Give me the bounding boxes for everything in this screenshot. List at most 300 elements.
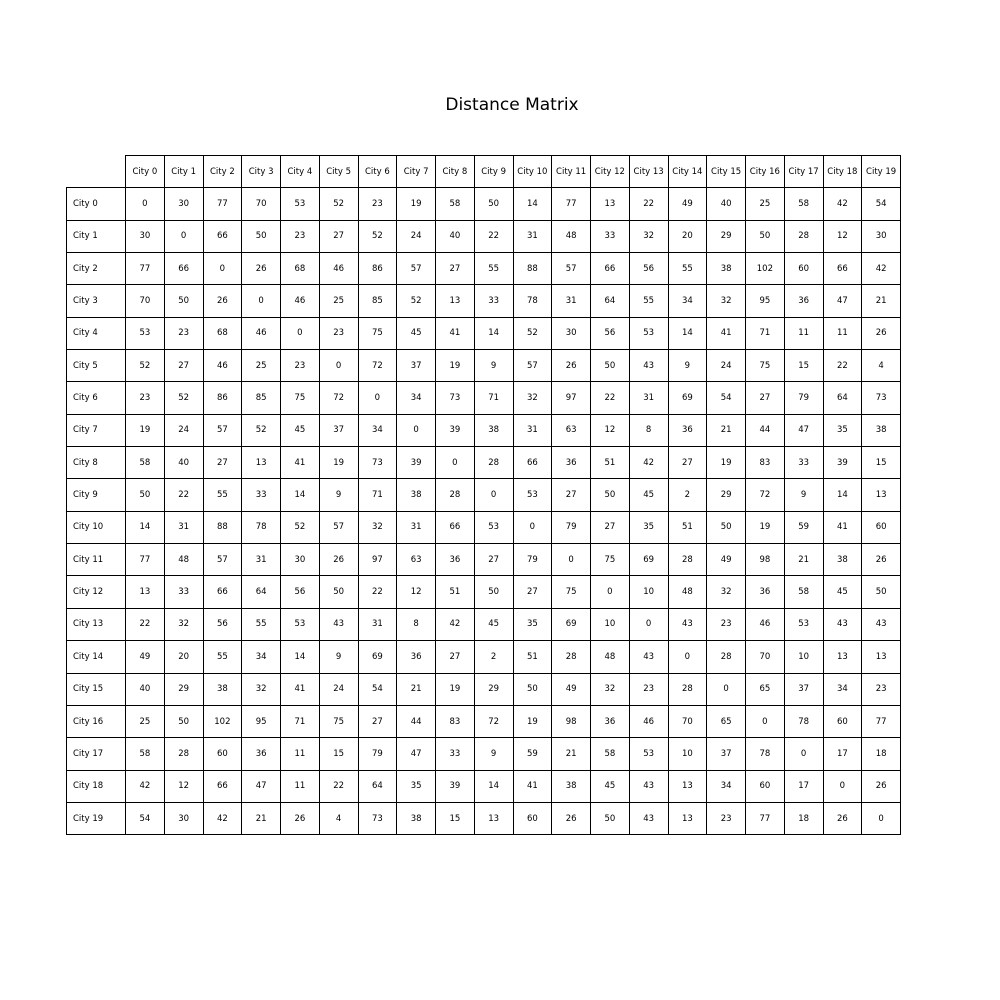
row-header-city-2: City 2 xyxy=(67,253,126,285)
distance-cell-5-19: 4 xyxy=(862,350,901,382)
distance-cell-19-3: 21 xyxy=(242,802,281,834)
distance-cell-14-14: 0 xyxy=(668,641,707,673)
column-header-city-8: City 8 xyxy=(436,156,475,188)
distance-cell-16-13: 46 xyxy=(629,705,668,737)
distance-cell-3-9: 33 xyxy=(474,285,513,317)
distance-cell-1-19: 30 xyxy=(862,220,901,252)
distance-cell-5-18: 22 xyxy=(823,350,862,382)
distance-cell-3-18: 47 xyxy=(823,285,862,317)
row-header-city-5: City 5 xyxy=(67,350,126,382)
distance-cell-1-14: 20 xyxy=(668,220,707,252)
distance-cell-5-0: 52 xyxy=(126,350,165,382)
table-row xyxy=(67,414,901,446)
distance-cell-0-3: 70 xyxy=(242,188,281,220)
distance-cell-10-17: 59 xyxy=(784,511,823,543)
distance-cell-15-4: 41 xyxy=(281,673,320,705)
distance-cell-3-2: 26 xyxy=(203,285,242,317)
distance-cell-4-5: 23 xyxy=(319,317,358,349)
distance-cell-12-13: 10 xyxy=(629,576,668,608)
distance-cell-5-12: 50 xyxy=(591,350,630,382)
distance-cell-17-2: 60 xyxy=(203,738,242,770)
distance-cell-10-7: 31 xyxy=(397,511,436,543)
distance-cell-9-11: 27 xyxy=(552,479,591,511)
distance-cell-10-16: 19 xyxy=(746,511,785,543)
distance-cell-13-8: 42 xyxy=(436,608,475,640)
distance-cell-1-16: 50 xyxy=(746,220,785,252)
distance-cell-4-19: 26 xyxy=(862,317,901,349)
distance-cell-18-19: 26 xyxy=(862,770,901,802)
distance-cell-19-6: 73 xyxy=(358,802,397,834)
distance-cell-0-8: 58 xyxy=(436,188,475,220)
distance-cell-1-7: 24 xyxy=(397,220,436,252)
distance-cell-13-15: 23 xyxy=(707,608,746,640)
distance-cell-7-6: 34 xyxy=(358,414,397,446)
distance-cell-16-6: 27 xyxy=(358,705,397,737)
distance-cell-14-11: 28 xyxy=(552,641,591,673)
distance-cell-4-4: 0 xyxy=(281,317,320,349)
distance-cell-13-3: 55 xyxy=(242,608,281,640)
distance-cell-12-3: 64 xyxy=(242,576,281,608)
distance-cell-12-15: 32 xyxy=(707,576,746,608)
distance-cell-7-3: 52 xyxy=(242,414,281,446)
distance-cell-18-18: 0 xyxy=(823,770,862,802)
distance-cell-9-19: 13 xyxy=(862,479,901,511)
header-row xyxy=(67,156,901,188)
distance-cell-7-14: 36 xyxy=(668,414,707,446)
distance-cell-7-7: 0 xyxy=(397,414,436,446)
distance-cell-12-5: 50 xyxy=(319,576,358,608)
distance-cell-1-10: 31 xyxy=(513,220,552,252)
table-row xyxy=(67,673,901,705)
distance-cell-12-4: 56 xyxy=(281,576,320,608)
distance-cell-18-9: 14 xyxy=(474,770,513,802)
distance-cell-17-14: 10 xyxy=(668,738,707,770)
distance-cell-8-1: 40 xyxy=(164,447,203,479)
distance-cell-19-13: 43 xyxy=(629,802,668,834)
distance-cell-4-14: 14 xyxy=(668,317,707,349)
distance-cell-1-15: 29 xyxy=(707,220,746,252)
corner-cell xyxy=(67,156,126,188)
column-header-city-17: City 17 xyxy=(784,156,823,188)
distance-cell-18-14: 13 xyxy=(668,770,707,802)
distance-cell-13-6: 31 xyxy=(358,608,397,640)
distance-cell-10-12: 27 xyxy=(591,511,630,543)
column-header-city-16: City 16 xyxy=(746,156,785,188)
distance-cell-13-4: 53 xyxy=(281,608,320,640)
distance-cell-15-0: 40 xyxy=(126,673,165,705)
distance-cell-18-11: 38 xyxy=(552,770,591,802)
distance-cell-4-6: 75 xyxy=(358,317,397,349)
distance-cell-5-1: 27 xyxy=(164,350,203,382)
distance-cell-16-5: 75 xyxy=(319,705,358,737)
row-header-city-6: City 6 xyxy=(67,382,126,414)
table-row xyxy=(67,447,901,479)
distance-cell-6-9: 71 xyxy=(474,382,513,414)
distance-cell-14-4: 14 xyxy=(281,641,320,673)
distance-cell-16-17: 78 xyxy=(784,705,823,737)
distance-cell-10-5: 57 xyxy=(319,511,358,543)
distance-cell-13-0: 22 xyxy=(126,608,165,640)
distance-cell-6-19: 73 xyxy=(862,382,901,414)
distance-cell-14-0: 49 xyxy=(126,641,165,673)
distance-cell-16-8: 83 xyxy=(436,705,475,737)
row-header-city-10: City 10 xyxy=(67,511,126,543)
distance-cell-5-11: 26 xyxy=(552,350,591,382)
distance-cell-17-9: 9 xyxy=(474,738,513,770)
distance-cell-17-3: 36 xyxy=(242,738,281,770)
distance-cell-5-5: 0 xyxy=(319,350,358,382)
distance-cell-13-17: 53 xyxy=(784,608,823,640)
distance-cell-6-10: 32 xyxy=(513,382,552,414)
distance-cell-8-6: 73 xyxy=(358,447,397,479)
column-header-city-1: City 1 xyxy=(164,156,203,188)
distance-cell-14-17: 10 xyxy=(784,641,823,673)
distance-cell-12-8: 51 xyxy=(436,576,475,608)
column-header-city-15: City 15 xyxy=(707,156,746,188)
distance-cell-1-8: 40 xyxy=(436,220,475,252)
distance-cell-17-0: 58 xyxy=(126,738,165,770)
distance-cell-3-13: 55 xyxy=(629,285,668,317)
distance-cell-13-13: 0 xyxy=(629,608,668,640)
distance-cell-16-12: 36 xyxy=(591,705,630,737)
row-header-city-15: City 15 xyxy=(67,673,126,705)
distance-cell-12-7: 12 xyxy=(397,576,436,608)
distance-cell-6-17: 79 xyxy=(784,382,823,414)
distance-cell-7-12: 12 xyxy=(591,414,630,446)
distance-cell-5-2: 46 xyxy=(203,350,242,382)
distance-cell-6-7: 34 xyxy=(397,382,436,414)
distance-cell-9-0: 50 xyxy=(126,479,165,511)
distance-cell-10-6: 32 xyxy=(358,511,397,543)
distance-cell-5-15: 24 xyxy=(707,350,746,382)
distance-cell-7-8: 39 xyxy=(436,414,475,446)
distance-cell-5-14: 9 xyxy=(668,350,707,382)
distance-cell-19-16: 77 xyxy=(746,802,785,834)
distance-cell-11-9: 27 xyxy=(474,544,513,576)
distance-cell-17-8: 33 xyxy=(436,738,475,770)
distance-cell-19-1: 30 xyxy=(164,802,203,834)
distance-cell-0-6: 23 xyxy=(358,188,397,220)
distance-cell-5-17: 15 xyxy=(784,350,823,382)
distance-cell-16-2: 102 xyxy=(203,705,242,737)
distance-cell-12-11: 75 xyxy=(552,576,591,608)
distance-cell-14-19: 13 xyxy=(862,641,901,673)
distance-cell-18-8: 39 xyxy=(436,770,475,802)
distance-cell-2-18: 66 xyxy=(823,253,862,285)
distance-cell-15-8: 19 xyxy=(436,673,475,705)
distance-cell-7-5: 37 xyxy=(319,414,358,446)
distance-cell-7-17: 47 xyxy=(784,414,823,446)
table-row xyxy=(67,770,901,802)
distance-cell-16-11: 98 xyxy=(552,705,591,737)
distance-cell-9-1: 22 xyxy=(164,479,203,511)
distance-cell-14-6: 69 xyxy=(358,641,397,673)
distance-cell-18-7: 35 xyxy=(397,770,436,802)
distance-cell-2-10: 88 xyxy=(513,253,552,285)
distance-cell-8-11: 36 xyxy=(552,447,591,479)
distance-cell-3-7: 52 xyxy=(397,285,436,317)
table-row xyxy=(67,479,901,511)
distance-cell-3-11: 31 xyxy=(552,285,591,317)
distance-cell-19-15: 23 xyxy=(707,802,746,834)
distance-cell-11-17: 21 xyxy=(784,544,823,576)
distance-cell-19-7: 38 xyxy=(397,802,436,834)
distance-cell-17-11: 21 xyxy=(552,738,591,770)
distance-cell-11-3: 31 xyxy=(242,544,281,576)
distance-cell-6-4: 75 xyxy=(281,382,320,414)
distance-cell-5-6: 72 xyxy=(358,350,397,382)
distance-cell-13-14: 43 xyxy=(668,608,707,640)
distance-cell-0-12: 13 xyxy=(591,188,630,220)
distance-cell-16-15: 65 xyxy=(707,705,746,737)
distance-cell-8-19: 15 xyxy=(862,447,901,479)
distance-cell-15-11: 49 xyxy=(552,673,591,705)
distance-cell-17-6: 79 xyxy=(358,738,397,770)
distance-cell-0-19: 54 xyxy=(862,188,901,220)
distance-cell-13-9: 45 xyxy=(474,608,513,640)
distance-cell-15-19: 23 xyxy=(862,673,901,705)
distance-cell-10-4: 52 xyxy=(281,511,320,543)
distance-cell-4-15: 41 xyxy=(707,317,746,349)
distance-cell-4-18: 11 xyxy=(823,317,862,349)
distance-cell-6-8: 73 xyxy=(436,382,475,414)
distance-cell-2-17: 60 xyxy=(784,253,823,285)
distance-cell-4-12: 56 xyxy=(591,317,630,349)
row-header-city-18: City 18 xyxy=(67,770,126,802)
distance-cell-7-11: 63 xyxy=(552,414,591,446)
column-header-city-5: City 5 xyxy=(319,156,358,188)
distance-cell-14-13: 43 xyxy=(629,641,668,673)
distance-cell-4-16: 71 xyxy=(746,317,785,349)
row-header-city-12: City 12 xyxy=(67,576,126,608)
table-row xyxy=(67,608,901,640)
distance-cell-9-18: 14 xyxy=(823,479,862,511)
distance-cell-15-18: 34 xyxy=(823,673,862,705)
distance-cell-2-3: 26 xyxy=(242,253,281,285)
distance-cell-17-7: 47 xyxy=(397,738,436,770)
distance-cell-7-10: 31 xyxy=(513,414,552,446)
distance-cell-4-1: 23 xyxy=(164,317,203,349)
distance-cell-19-5: 4 xyxy=(319,802,358,834)
distance-cell-7-15: 21 xyxy=(707,414,746,446)
distance-cell-18-2: 66 xyxy=(203,770,242,802)
distance-cell-2-6: 86 xyxy=(358,253,397,285)
distance-cell-18-13: 43 xyxy=(629,770,668,802)
column-header-city-18: City 18 xyxy=(823,156,862,188)
distance-cell-1-11: 48 xyxy=(552,220,591,252)
distance-cell-1-6: 52 xyxy=(358,220,397,252)
distance-cell-2-1: 66 xyxy=(164,253,203,285)
distance-cell-8-10: 66 xyxy=(513,447,552,479)
distance-cell-5-9: 9 xyxy=(474,350,513,382)
chart-title: Distance Matrix xyxy=(445,95,579,115)
distance-cell-8-16: 83 xyxy=(746,447,785,479)
distance-cell-13-5: 43 xyxy=(319,608,358,640)
distance-cell-14-16: 70 xyxy=(746,641,785,673)
distance-cell-2-13: 56 xyxy=(629,253,668,285)
distance-cell-2-4: 68 xyxy=(281,253,320,285)
distance-cell-7-0: 19 xyxy=(126,414,165,446)
distance-cell-4-11: 30 xyxy=(552,317,591,349)
distance-cell-10-13: 35 xyxy=(629,511,668,543)
distance-cell-0-5: 52 xyxy=(319,188,358,220)
distance-cell-3-3: 0 xyxy=(242,285,281,317)
distance-cell-8-4: 41 xyxy=(281,447,320,479)
column-header-city-19: City 19 xyxy=(862,156,901,188)
distance-cell-1-13: 32 xyxy=(629,220,668,252)
distance-cell-18-15: 34 xyxy=(707,770,746,802)
distance-cell-18-6: 64 xyxy=(358,770,397,802)
distance-cell-10-11: 79 xyxy=(552,511,591,543)
distance-cell-11-1: 48 xyxy=(164,544,203,576)
distance-cell-2-7: 57 xyxy=(397,253,436,285)
distance-cell-13-7: 8 xyxy=(397,608,436,640)
distance-cell-12-12: 0 xyxy=(591,576,630,608)
distance-cell-18-1: 12 xyxy=(164,770,203,802)
distance-cell-3-17: 36 xyxy=(784,285,823,317)
distance-cell-16-10: 19 xyxy=(513,705,552,737)
distance-cell-9-9: 0 xyxy=(474,479,513,511)
distance-cell-7-9: 38 xyxy=(474,414,513,446)
distance-cell-3-10: 78 xyxy=(513,285,552,317)
distance-cell-10-15: 50 xyxy=(707,511,746,543)
distance-cell-0-15: 40 xyxy=(707,188,746,220)
distance-cell-9-3: 33 xyxy=(242,479,281,511)
distance-cell-3-8: 13 xyxy=(436,285,475,317)
distance-cell-13-18: 43 xyxy=(823,608,862,640)
distance-cell-11-4: 30 xyxy=(281,544,320,576)
distance-cell-1-1: 0 xyxy=(164,220,203,252)
distance-cell-8-17: 33 xyxy=(784,447,823,479)
distance-cell-5-16: 75 xyxy=(746,350,785,382)
distance-cell-11-6: 97 xyxy=(358,544,397,576)
distance-cell-11-2: 57 xyxy=(203,544,242,576)
distance-cell-11-13: 69 xyxy=(629,544,668,576)
distance-cell-8-18: 39 xyxy=(823,447,862,479)
distance-cell-16-19: 77 xyxy=(862,705,901,737)
distance-cell-2-19: 42 xyxy=(862,253,901,285)
distance-cell-17-19: 18 xyxy=(862,738,901,770)
table-row xyxy=(67,576,901,608)
distance-cell-7-19: 38 xyxy=(862,414,901,446)
distance-cell-12-16: 36 xyxy=(746,576,785,608)
table-row xyxy=(67,738,901,770)
distance-cell-8-5: 19 xyxy=(319,447,358,479)
distance-cell-19-4: 26 xyxy=(281,802,320,834)
distance-cell-13-11: 69 xyxy=(552,608,591,640)
distance-cell-10-2: 88 xyxy=(203,511,242,543)
distance-cell-5-3: 25 xyxy=(242,350,281,382)
distance-matrix-table xyxy=(66,155,901,835)
distance-cell-10-19: 60 xyxy=(862,511,901,543)
distance-cell-10-14: 51 xyxy=(668,511,707,543)
column-header-city-11: City 11 xyxy=(552,156,591,188)
distance-cell-15-6: 54 xyxy=(358,673,397,705)
distance-cell-17-10: 59 xyxy=(513,738,552,770)
distance-cell-1-5: 27 xyxy=(319,220,358,252)
distance-cell-11-15: 49 xyxy=(707,544,746,576)
distance-cell-4-9: 14 xyxy=(474,317,513,349)
distance-cell-7-4: 45 xyxy=(281,414,320,446)
distance-cell-11-8: 36 xyxy=(436,544,475,576)
row-header-city-19: City 19 xyxy=(67,802,126,834)
distance-cell-7-13: 8 xyxy=(629,414,668,446)
matrix-body xyxy=(67,188,901,835)
distance-cell-9-12: 50 xyxy=(591,479,630,511)
distance-cell-3-4: 46 xyxy=(281,285,320,317)
distance-cell-0-11: 77 xyxy=(552,188,591,220)
distance-cell-15-16: 65 xyxy=(746,673,785,705)
distance-cell-12-19: 50 xyxy=(862,576,901,608)
distance-cell-8-9: 28 xyxy=(474,447,513,479)
distance-cell-13-1: 32 xyxy=(164,608,203,640)
distance-cell-3-6: 85 xyxy=(358,285,397,317)
distance-cell-11-18: 38 xyxy=(823,544,862,576)
distance-cell-17-5: 15 xyxy=(319,738,358,770)
distance-cell-0-14: 49 xyxy=(668,188,707,220)
distance-cell-14-10: 51 xyxy=(513,641,552,673)
row-header-city-14: City 14 xyxy=(67,641,126,673)
distance-cell-15-3: 32 xyxy=(242,673,281,705)
distance-cell-1-17: 28 xyxy=(784,220,823,252)
row-header-city-7: City 7 xyxy=(67,414,126,446)
distance-cell-0-2: 77 xyxy=(203,188,242,220)
distance-cell-5-8: 19 xyxy=(436,350,475,382)
distance-cell-3-12: 64 xyxy=(591,285,630,317)
distance-cell-16-0: 25 xyxy=(126,705,165,737)
distance-cell-3-0: 70 xyxy=(126,285,165,317)
distance-cell-0-7: 19 xyxy=(397,188,436,220)
distance-cell-8-12: 51 xyxy=(591,447,630,479)
distance-cell-3-19: 21 xyxy=(862,285,901,317)
distance-cell-9-15: 29 xyxy=(707,479,746,511)
distance-cell-14-15: 28 xyxy=(707,641,746,673)
distance-cell-15-7: 21 xyxy=(397,673,436,705)
distance-cell-17-4: 11 xyxy=(281,738,320,770)
column-header-city-0: City 0 xyxy=(126,156,165,188)
distance-cell-14-1: 20 xyxy=(164,641,203,673)
distance-cell-10-8: 66 xyxy=(436,511,475,543)
distance-cell-16-4: 71 xyxy=(281,705,320,737)
distance-cell-7-1: 24 xyxy=(164,414,203,446)
distance-cell-8-0: 58 xyxy=(126,447,165,479)
distance-cell-12-1: 33 xyxy=(164,576,203,608)
distance-cell-16-3: 95 xyxy=(242,705,281,737)
distance-cell-9-17: 9 xyxy=(784,479,823,511)
distance-cell-13-10: 35 xyxy=(513,608,552,640)
distance-cell-17-1: 28 xyxy=(164,738,203,770)
distance-cell-9-5: 9 xyxy=(319,479,358,511)
row-header-city-16: City 16 xyxy=(67,705,126,737)
distance-cell-4-17: 11 xyxy=(784,317,823,349)
distance-cell-15-1: 29 xyxy=(164,673,203,705)
distance-cell-2-5: 46 xyxy=(319,253,358,285)
distance-cell-14-8: 27 xyxy=(436,641,475,673)
distance-cell-13-12: 10 xyxy=(591,608,630,640)
distance-cell-7-16: 44 xyxy=(746,414,785,446)
distance-cell-18-3: 47 xyxy=(242,770,281,802)
distance-cell-17-12: 58 xyxy=(591,738,630,770)
table-row xyxy=(67,220,901,252)
distance-cell-15-13: 23 xyxy=(629,673,668,705)
table-row xyxy=(67,188,901,220)
distance-cell-3-1: 50 xyxy=(164,285,203,317)
distance-cell-15-12: 32 xyxy=(591,673,630,705)
distance-cell-11-11: 0 xyxy=(552,544,591,576)
distance-cell-6-6: 0 xyxy=(358,382,397,414)
distance-cell-17-18: 17 xyxy=(823,738,862,770)
distance-cell-1-2: 66 xyxy=(203,220,242,252)
